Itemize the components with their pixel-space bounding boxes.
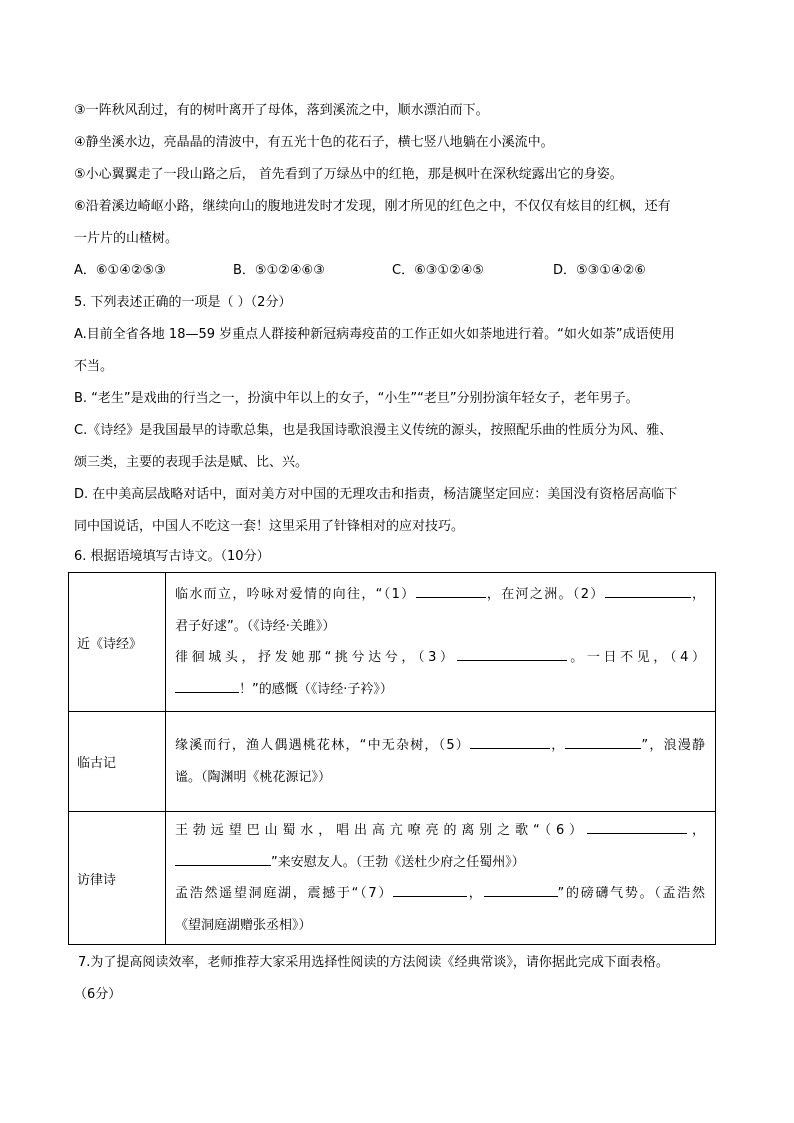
sentence-6-line-2: 一片片的山楂树。 <box>74 231 179 246</box>
question-7-line-1: 7.为了提高阅读效率，老师推荐大家采用选择性阅读的方法阅读《经典常谈》，请你据此完成下面表格。 <box>78 955 669 970</box>
category-cell: 临古记 <box>69 712 166 812</box>
sentence-6-line-1: ⑥沿着溪边崎岖小路，继续向山的腹地进发时才发现，刚才所见的红色之中，不仅仅有炫目的红枫，还有 <box>74 199 671 214</box>
table-row <box>69 712 716 812</box>
question-7-line-2: （6分） <box>74 987 122 1002</box>
content-cell <box>166 573 716 712</box>
content-cell <box>166 712 716 812</box>
answer-blank-7[interactable] <box>393 883 467 897</box>
sentence-4: ④静坐溪水边，亮晶晶的清波中，有五光十色的花石子，横七竖八地躺在小溪流中。 <box>74 135 554 150</box>
answer-blank-6b[interactable] <box>175 852 271 866</box>
option-b: B．⑤①②④⑥③ <box>233 263 325 278</box>
question-5-stem: 5. 下列表述正确的一项是（ ）（2分） <box>74 295 292 310</box>
category-cell: 近《诗经》 <box>69 573 166 712</box>
category-cell: 访律诗 <box>69 812 166 945</box>
content-line: 孟浩然遥望洞庭湖，震撼于“（7） ， ”的磅礴气势。（孟浩然 <box>175 878 705 910</box>
option-a: A．⑥①④②⑤③ <box>74 263 166 278</box>
q5-option-d-line-1: D. 在中美高层战略对话中，面对美方对中国的无理攻击和指责，杨洁篪坚定回应：美国没有资格居高临下 <box>74 487 678 502</box>
content-line: 临水而立，吟咏对爱情的向往，“（1） ，在河之洲。（2） ， <box>175 579 705 611</box>
content-line: ！”的感慨（《诗经·子衿》） <box>175 674 705 706</box>
q5-option-b: B. “老生”是戏曲的行当之一，扮演中年以上的女子，“小生”“老旦”分别扮演年轻女子，老年男子。 <box>74 391 639 406</box>
answer-blank-5b[interactable] <box>565 735 641 749</box>
q5-option-c-line-2: 颂三类，主要的表现手法是赋、比、兴。 <box>74 455 309 470</box>
answer-blank-2[interactable] <box>605 584 691 598</box>
q5-option-a-line-2: 不当。 <box>74 359 114 374</box>
content-line: 王勃远望巴山蜀水，唱出高亢嘹亮的离别之歌“（6） ， <box>175 815 705 847</box>
table-row <box>69 812 716 945</box>
option-c: C．⑥③①②④⑤ <box>392 263 485 278</box>
sentence-5: ⑤小心翼翼走了一段山路之后， 首先看到了万绿丛中的红艳，那是枫叶在深秋绽露出它的身姿。 <box>74 167 623 182</box>
poetry-table <box>68 572 716 945</box>
content-line: 缘溪而行，渔人偶遇桃花林，“中无杂树，（5） ， ”，浪漫静 <box>175 730 705 762</box>
answer-blank-7b[interactable] <box>484 883 558 897</box>
answer-blank-1[interactable] <box>416 584 486 598</box>
answer-blank-4[interactable] <box>175 679 239 693</box>
content-cell <box>166 812 716 945</box>
question-6-stem: 6. 根据语境填写古诗文。（10分） <box>74 549 270 564</box>
content-line: 君子好逑”。（《诗经·关雎》） <box>175 618 336 634</box>
answer-blank-6[interactable] <box>587 820 687 834</box>
q5-option-c-line-1: C.《诗经》是我国最早的诗歌总集，也是我国诗歌浪漫主义传统的源头，按照配乐曲的性质分为风、雅、 <box>74 423 673 438</box>
table-row <box>69 573 716 712</box>
content-line: 《望洞庭湖赠张丞相》） <box>175 917 312 933</box>
sentence-3: ③一阵秋风刮过，有的树叶离开了母体，落到溪流之中，顺水漂泊而下。 <box>74 103 489 118</box>
answer-blank-3[interactable] <box>457 647 567 661</box>
q5-option-a-line-1: A.目前全省各地 18—59 岁重点人群接种新冠病毒疫苗的工作正如火如荼地进行着。“如火如荼”成语使用 <box>74 327 675 342</box>
q5-option-d-line-2: 同中国说话，中国人不吃这一套！这里采用了针锋相对的应对技巧。 <box>74 519 465 534</box>
content-line: 谧。（陶渊明《桃花源记》） <box>175 769 332 785</box>
option-d: D．⑤③①④②⑥ <box>553 263 646 278</box>
content-line: ”来安慰友人。（王勃《送杜少府之任蜀州》） <box>175 847 705 879</box>
content-line: 徘徊城头，抒发她那“挑兮达兮，（3） 。一日不见，（4） <box>175 642 705 674</box>
answer-blank-5[interactable] <box>470 735 550 749</box>
